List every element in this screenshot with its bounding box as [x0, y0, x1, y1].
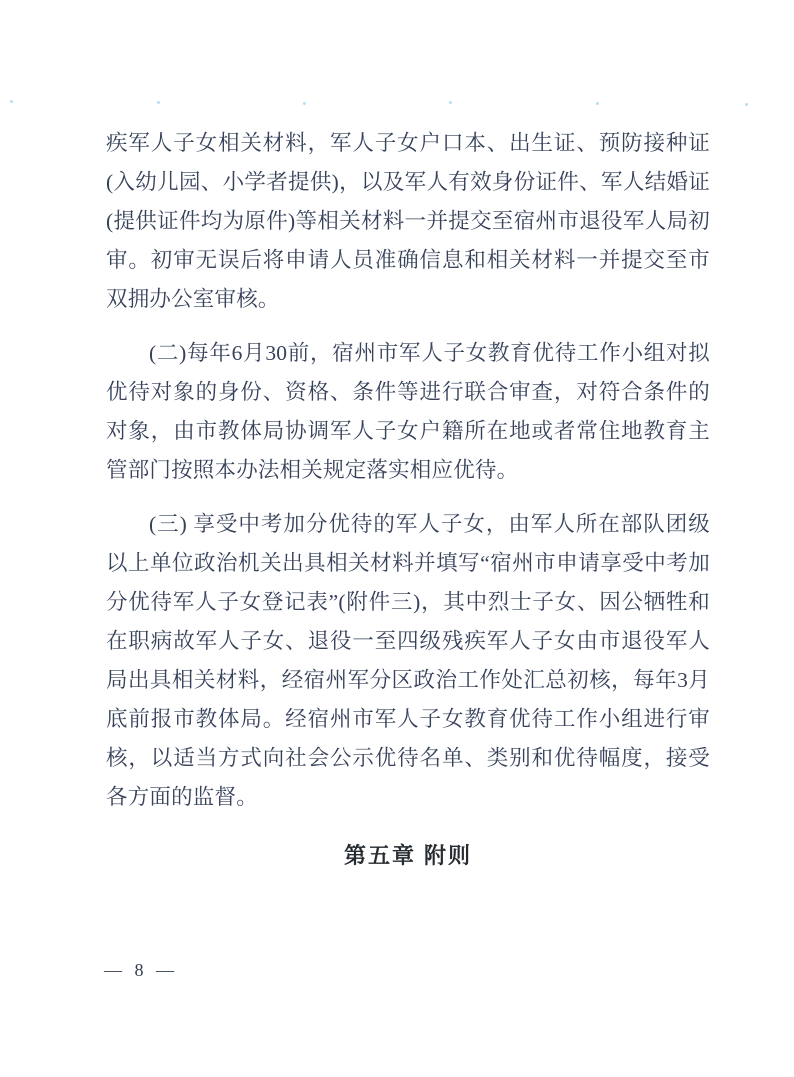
chapter-heading: 第五章 附则 — [343, 843, 473, 868]
scan-artifact-dot — [449, 101, 452, 104]
document-body — [106, 124, 710, 870]
paragraph-item-three-exam-bonus: (三) 享受中考加分优待的军人子女，由军人所在部队团级以上单位政治机关出具相关材料并填写“宿州市申请享受中考加分优待军人子女登记表”(附件三)，其中烈士子女、因公牺牲和在职病故军人子女、退役一至四级残疾军人子女由市退役军人局出具相关材料，经宿州军分区政治工作处汇总初核，每年3月底前报市教体局。经宿州市军人子女教育优待工作小组进行审核，以适当方式向社会公示优待名单、类别和优待幅度，接受各方面的监督。 — [106, 512, 710, 809]
page-number: — 8 — — [104, 960, 178, 980]
scan-artifact-dot — [745, 103, 748, 106]
paragraph-item-two-joint-review: (二)每年6月30前，宿州市军人子女教育优待工作小组对拟优待对象的身份、资格、条件等进行联合审查，对符合条件的对象，由市教体局协调军人子女户籍所在地或者常住地教育主管部门按照本办法相关规定落实相应优待。 — [106, 341, 710, 482]
scan-artifact-dot — [10, 100, 13, 103]
scan-artifact-dot — [157, 101, 160, 104]
paragraph-application-materials: 疾军人子女相关材料，军人子女户口本、出生证、预防接种证(入幼儿园、小学者提供)，以及军人有效身份证件、军人结婚证(提供证件均为原件)等相关材料一并提交至宿州市退役军人局初审。初审无误后将申请人员准确信息和相关材料一并提交至市双拥办公室审核。 — [106, 131, 710, 311]
scan-artifact-dot — [596, 102, 599, 105]
scan-artifact-dot — [303, 102, 306, 105]
